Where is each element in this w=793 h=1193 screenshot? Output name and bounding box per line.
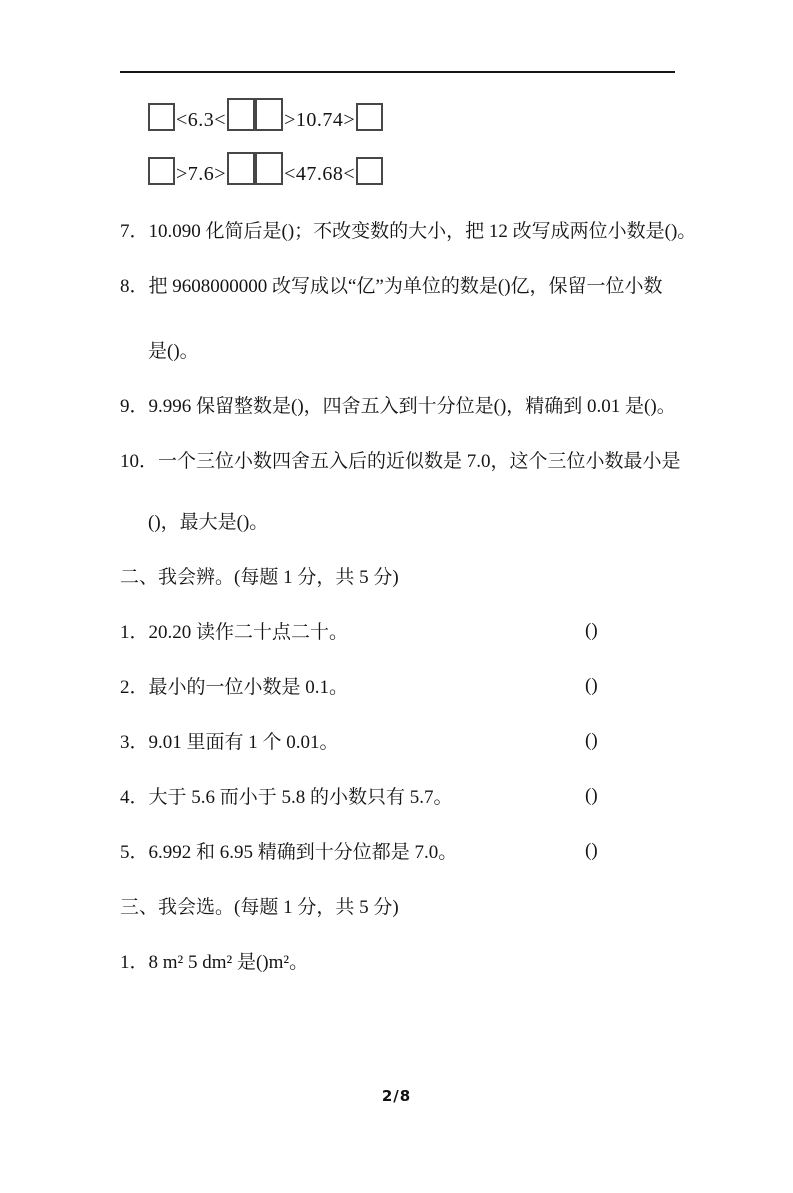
- answer-box: [148, 157, 175, 185]
- question-8-continuation: 是()。: [148, 341, 199, 362]
- fill-in-section: [148, 98, 675, 185]
- true-false-text: 4．大于 5.6 而小于 5.8 的小数只有 5.7。: [120, 787, 453, 808]
- fill-in-row-1: [148, 98, 675, 131]
- worksheet-page: [0, 71, 793, 1193]
- answer-box: [227, 98, 255, 131]
- true-false-item-3: [120, 713, 675, 768]
- question-8: 8．把 9608000000 改写成以“亿”为单位的数是()亿，保留一位小数: [120, 276, 663, 297]
- inequality-text: >7.6>: [176, 163, 227, 185]
- question-9: 9．9.996 保留整数是()，四舍五入到十分位是()，精确到 0.01 是()。: [120, 396, 676, 417]
- answer-box: [255, 98, 283, 131]
- answer-box-pair: [227, 152, 283, 185]
- questions-content: [120, 202, 697, 988]
- question-10-continuation: ()，最大是()。: [148, 512, 269, 533]
- answer-box: [356, 103, 383, 131]
- choice-question-1: 1．8 m² 5 dm² 是()m²。: [120, 952, 309, 973]
- answer-box: [356, 157, 383, 185]
- true-false-item-1: [120, 603, 675, 658]
- answer-parentheses: (): [585, 674, 598, 696]
- answer-parentheses: (): [585, 839, 598, 861]
- answer-parentheses: (): [585, 784, 598, 806]
- true-false-text: 1．20.20 读作二十点二十。: [120, 622, 349, 643]
- answer-box: [148, 103, 175, 131]
- section-divider: [120, 71, 675, 73]
- inequality-text: <47.68<: [284, 163, 356, 185]
- question-10: 10．一个三位小数四舍五入后的近似数是 7.0，这个三位小数最小是: [120, 451, 681, 472]
- true-false-item-5: [120, 823, 675, 878]
- true-false-text: 2．最小的一位小数是 0.1。: [120, 677, 349, 698]
- true-false-item-2: [120, 658, 675, 713]
- answer-parentheses: (): [585, 729, 598, 751]
- true-false-text: 5．6.992 和 6.95 精确到十分位都是 7.0。: [120, 842, 458, 863]
- answer-box: [255, 152, 283, 185]
- true-false-item-4: [120, 768, 675, 823]
- section-2-header: 二、我会辨。(每题 1 分，共 5 分): [120, 567, 399, 588]
- inequality-text: >10.74>: [284, 109, 356, 131]
- question-7: 7．10.090 化简后是()；不改变数的大小，把 12 改写成两位小数是()。: [120, 221, 697, 242]
- page-number: 2/8: [381, 1087, 412, 1105]
- fill-in-row-2: [148, 152, 675, 185]
- answer-parentheses: (): [585, 619, 598, 641]
- section-3-header: 三、我会选。(每题 1 分，共 5 分): [120, 897, 399, 918]
- answer-box-pair: [227, 98, 283, 131]
- answer-box: [227, 152, 255, 185]
- true-false-text: 3．9.01 里面有 1 个 0.01。: [120, 732, 339, 753]
- inequality-text: <6.3<: [176, 109, 227, 131]
